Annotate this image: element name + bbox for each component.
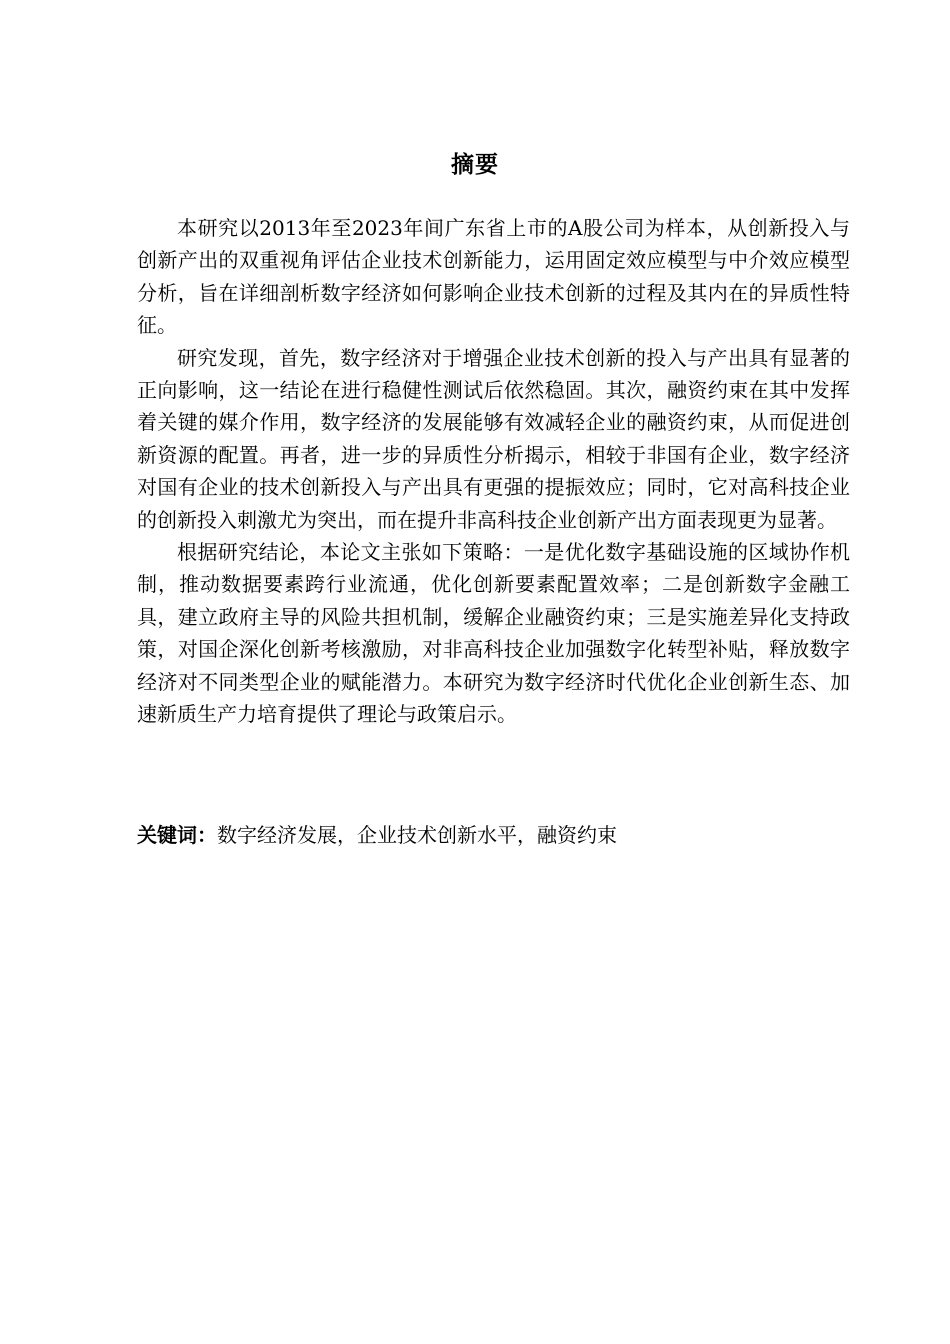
keywords-line <box>137 818 850 852</box>
abstract-paragraph-1: 本研究以2013年至2023年间广东省上市的A股公司为样本，从创新投入与创新产出的双重视角评估企业技术创新能力，运用固定效应模型与中介效应模型分析，旨在详细剖析数字经济如何影响企业技术创新的过程及其内在的异质性特征。 <box>137 216 850 338</box>
abstract-body <box>137 212 850 731</box>
keywords-text: 数字经济发展，企业技术创新水平，融资约束 <box>217 823 617 847</box>
abstract-title: 摘要 <box>451 152 499 178</box>
abstract-paragraph-3: 根据研究结论，本论文主张如下策略：一是优化数字基础设施的区域协作机制，推动数据要素跨行业流通，优化创新要素配置效率；二是创新数字金融工具，建立政府主导的风险共担机制，缓解企业融资约束；三是实施差异化支持政策，对国企深化创新考核激励，对非高科技企业加强数字化转型补贴，释放数字经济对不同类型企业的赋能潜力。本研究为数字经济时代优化企业创新生态、加速新质生产力培育提供了理论与政策启示。 <box>137 540 850 727</box>
abstract-paragraph-2: 研究发现，首先，数字经济对于增强企业技术创新的投入与产出具有显著的正向影响，这一结论在进行稳健性测试后依然稳固。其次，融资约束在其中发挥着关键的媒介作用，数字经济的发展能够有效减轻企业的融资约束，从而促进创新资源的配置。再者，进一步的异质性分析揭示，相较于非国有企业，数字经济对国有企业的技术创新投入与产出具有更强的提振效应；同时，它对高科技企业的创新投入刺激尤为突出，而在提升非高科技企业创新产出方面表现更为显著。 <box>137 345 850 532</box>
keywords-label: 关键词： <box>137 823 217 847</box>
